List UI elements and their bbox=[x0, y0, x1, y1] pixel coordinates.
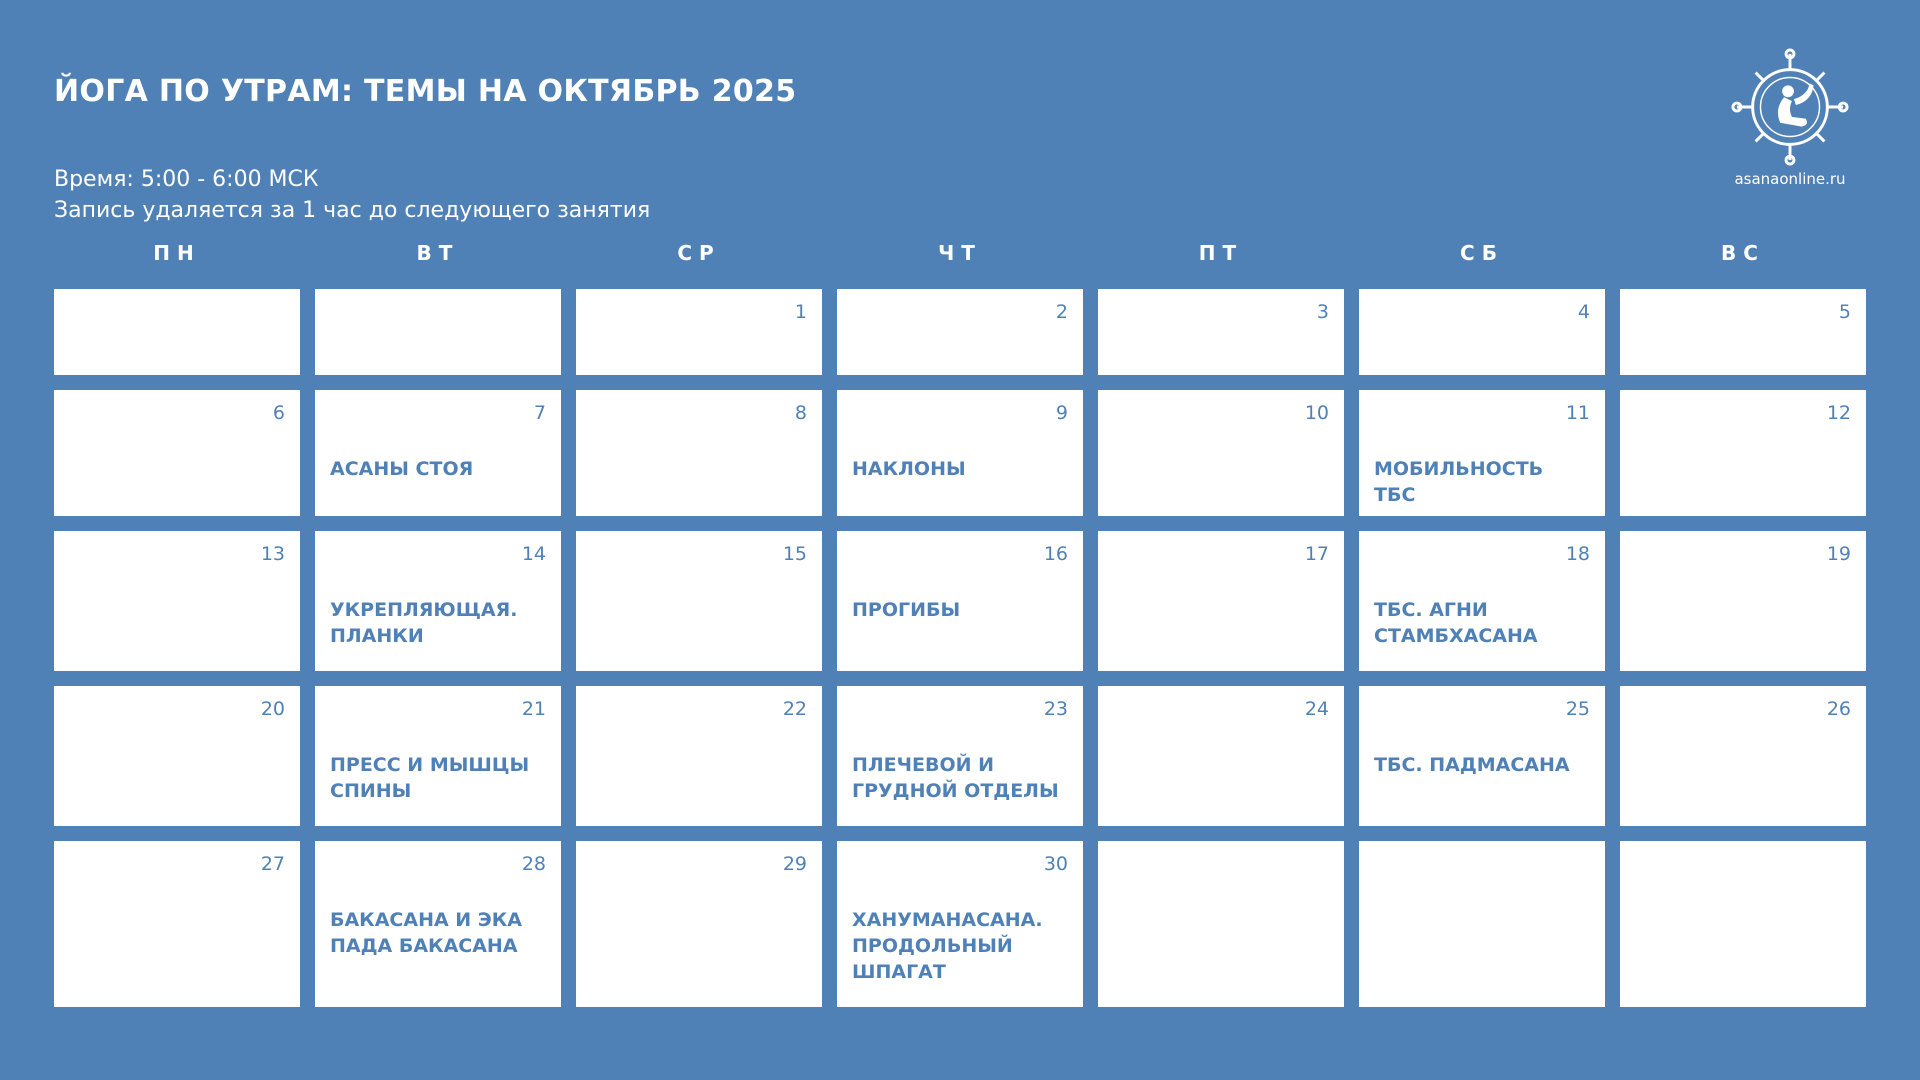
day-number: 25 bbox=[1565, 698, 1590, 720]
day-number: 22 bbox=[782, 698, 807, 720]
weekday-mon: ПН bbox=[153, 241, 201, 265]
calendar-day-cell bbox=[576, 289, 822, 375]
calendar-day-cell bbox=[837, 841, 1083, 1007]
day-number: 4 bbox=[1577, 301, 1590, 323]
day-number: 24 bbox=[1304, 698, 1329, 720]
weekday-sat: СБ bbox=[1460, 241, 1504, 265]
day-number: 10 bbox=[1304, 402, 1329, 424]
day-topic: НАКЛОНЫ bbox=[852, 458, 966, 480]
day-number: 16 bbox=[1043, 543, 1068, 565]
day-number: 15 bbox=[782, 543, 807, 565]
calendar-day-cell bbox=[1620, 531, 1866, 671]
day-topic: АСАНЫ СТОЯ bbox=[330, 458, 474, 480]
calendar-day-cell bbox=[837, 289, 1083, 375]
time-text: Время: 5:00 - 6:00 МСК bbox=[54, 167, 319, 192]
calendar-day-cell bbox=[1098, 531, 1344, 671]
calendar-day-cell bbox=[1359, 289, 1605, 375]
calendar-day-cell bbox=[315, 289, 561, 375]
calendar-day-cell bbox=[1359, 390, 1605, 516]
weekday-sun: ВС bbox=[1721, 241, 1765, 265]
calendar-day-cell bbox=[54, 841, 300, 1007]
calendar-day-cell bbox=[1620, 289, 1866, 375]
calendar-day-cell bbox=[1098, 390, 1344, 516]
day-topic: ПРЕСС И МЫШЦЫ СПИНЫ bbox=[330, 754, 530, 802]
day-topic: ПЛЕЧЕВОЙ И ГРУДНОЙ ОТДЕЛЫ bbox=[852, 754, 1059, 802]
weekday-header-row bbox=[54, 238, 1866, 268]
day-number: 9 bbox=[1055, 402, 1068, 424]
calendar-day-cell bbox=[1359, 686, 1605, 826]
day-number: 27 bbox=[260, 853, 285, 875]
day-topic: ХАНУМАНАСАНА. ПРОДОЛЬНЫЙ ШПАГАТ bbox=[852, 909, 1043, 983]
weekday-fri: ПТ bbox=[1198, 241, 1244, 265]
logo bbox=[1725, 48, 1855, 188]
weekday-thu: ЧТ bbox=[938, 241, 982, 265]
calendar-day-cell bbox=[1620, 390, 1866, 516]
weekday-tue: ВТ bbox=[416, 241, 460, 265]
day-number: 3 bbox=[1316, 301, 1329, 323]
day-number: 30 bbox=[1043, 853, 1068, 875]
calendar-day-cell bbox=[315, 686, 561, 826]
calendar-day-cell bbox=[837, 531, 1083, 671]
calendar-day-cell bbox=[315, 531, 561, 671]
day-number: 2 bbox=[1055, 301, 1068, 323]
day-number: 6 bbox=[272, 402, 285, 424]
day-number: 11 bbox=[1565, 402, 1590, 424]
day-number: 8 bbox=[794, 402, 807, 424]
calendar-day-cell bbox=[837, 686, 1083, 826]
calendar-day-cell bbox=[1620, 841, 1866, 1007]
calendar-day-cell bbox=[315, 390, 561, 516]
calendar-day-cell bbox=[576, 686, 822, 826]
day-topic: БАКАСАНА И ЭКА ПАДА БАКАСАНА bbox=[330, 909, 522, 957]
day-number: 7 bbox=[533, 402, 546, 424]
calendar-day-cell bbox=[315, 841, 561, 1007]
calendar-day-cell bbox=[1359, 841, 1605, 1007]
weekday-wed: СР bbox=[677, 241, 721, 265]
day-number: 17 bbox=[1304, 543, 1329, 565]
calendar-day-cell bbox=[576, 841, 822, 1007]
day-topic: ТБС. ПАДМАСАНА bbox=[1374, 754, 1570, 776]
day-number: 14 bbox=[521, 543, 546, 565]
page-title: ЙОГА ПО УТРАМ: ТЕМЫ НА ОКТЯБРЬ 2025 bbox=[54, 74, 797, 109]
day-topic: ТБС. АГНИ СТАМБХАСАНА bbox=[1374, 599, 1538, 647]
day-topic: УКРЕПЛЯЮЩАЯ. ПЛАНКИ bbox=[330, 599, 518, 647]
day-number: 20 bbox=[260, 698, 285, 720]
day-number: 23 bbox=[1043, 698, 1068, 720]
logo-text: asanaonline.ru bbox=[1734, 170, 1846, 188]
calendar-grid bbox=[54, 289, 1866, 1007]
calendar-day-cell bbox=[1098, 686, 1344, 826]
schedule-info bbox=[54, 164, 1554, 226]
note-text: Запись удаляется за 1 час до следующего занятия bbox=[54, 198, 651, 223]
day-number: 19 bbox=[1826, 543, 1851, 565]
day-topic: ПРОГИБЫ bbox=[852, 599, 961, 621]
calendar-day-cell bbox=[576, 390, 822, 516]
day-number: 26 bbox=[1826, 698, 1851, 720]
calendar-day-cell bbox=[54, 531, 300, 671]
calendar-day-cell bbox=[54, 289, 300, 375]
day-number: 12 bbox=[1826, 402, 1851, 424]
calendar-day-cell bbox=[1098, 289, 1344, 375]
day-number: 13 bbox=[260, 543, 285, 565]
calendar-day-cell bbox=[1359, 531, 1605, 671]
day-number: 18 bbox=[1565, 543, 1590, 565]
calendar-day-cell bbox=[837, 390, 1083, 516]
day-number: 21 bbox=[521, 698, 546, 720]
day-topic: МОБИЛЬНОСТЬ ТБС bbox=[1374, 458, 1544, 506]
day-number: 29 bbox=[782, 853, 807, 875]
calendar-day-cell bbox=[1098, 841, 1344, 1007]
day-number: 1 bbox=[794, 301, 807, 323]
header bbox=[54, 72, 1554, 226]
day-number: 5 bbox=[1838, 301, 1851, 323]
day-number: 28 bbox=[521, 853, 546, 875]
calendar-day-cell bbox=[1620, 686, 1866, 826]
calendar-day-cell bbox=[54, 686, 300, 826]
calendar-day-cell bbox=[54, 390, 300, 516]
calendar-day-cell bbox=[576, 531, 822, 671]
yoga-mandala-logo-icon bbox=[1731, 48, 1849, 166]
